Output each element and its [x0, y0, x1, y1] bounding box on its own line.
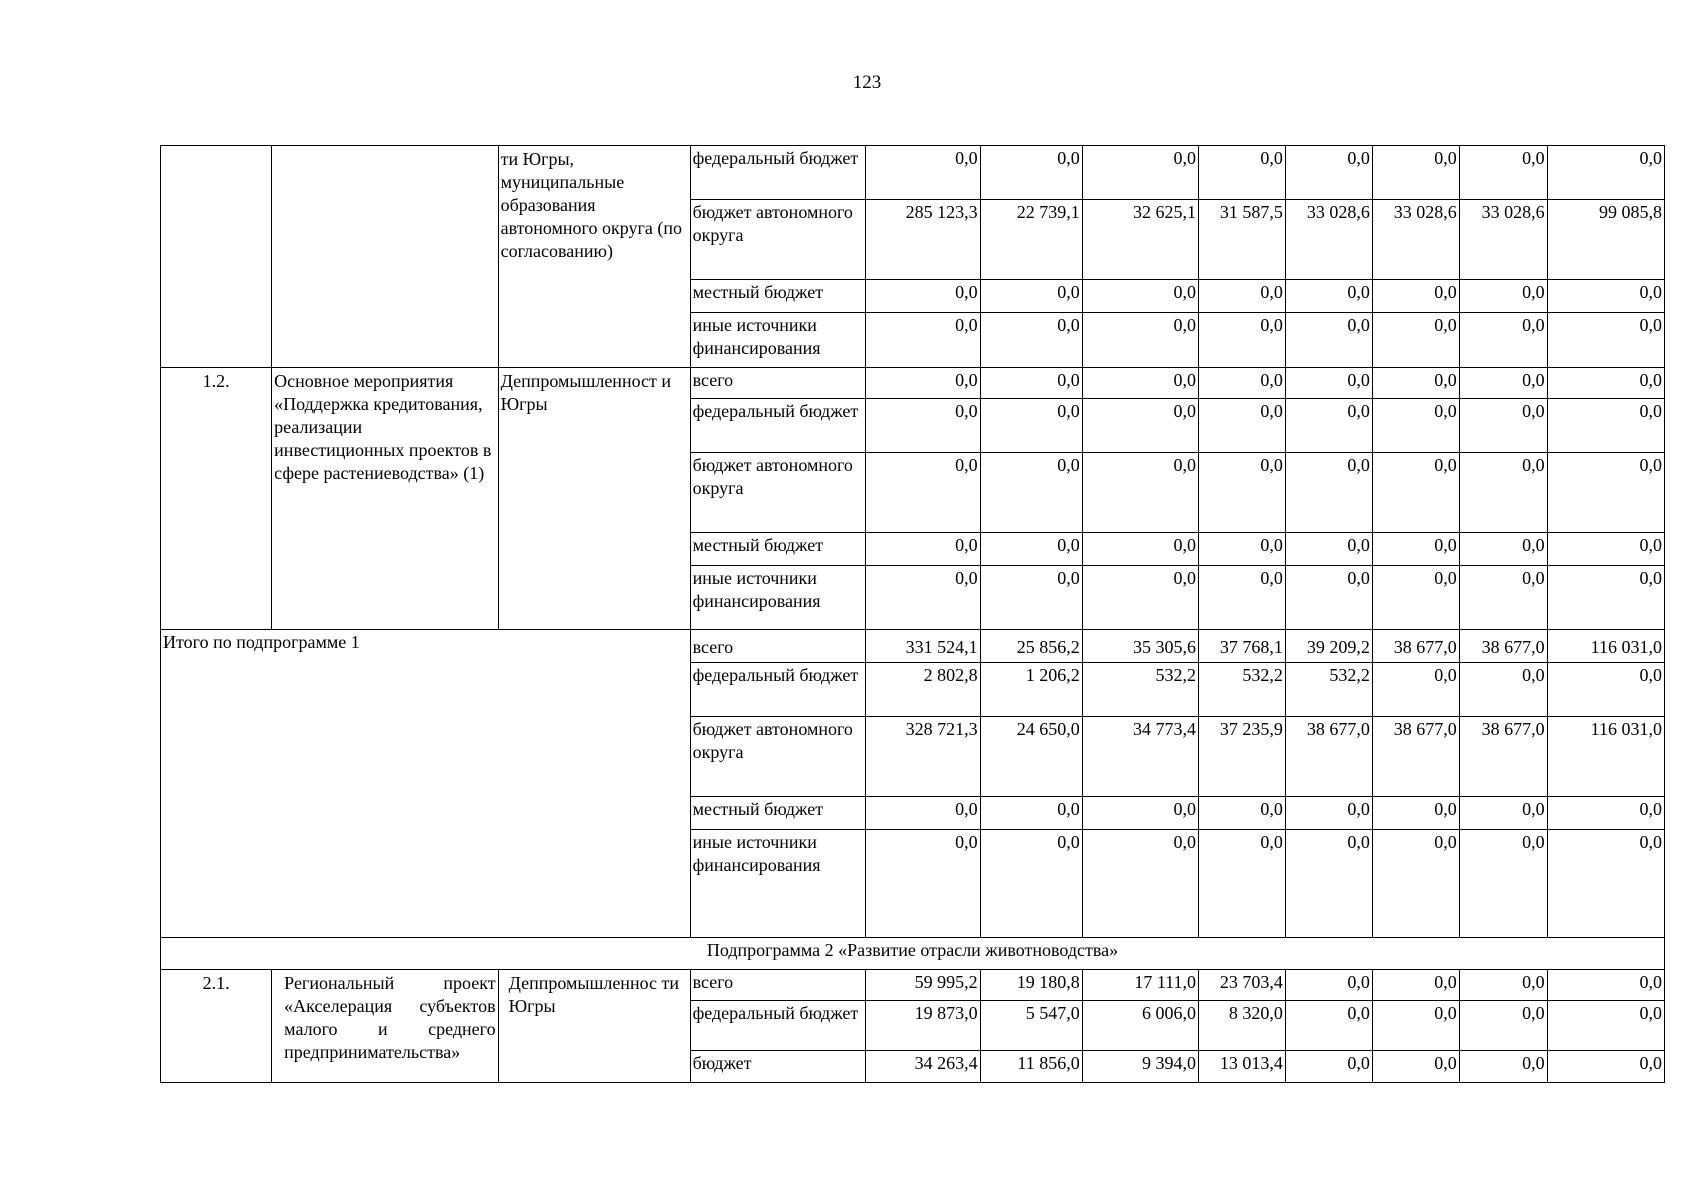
value-cell: 0,0 [1459, 313, 1547, 368]
value-cell: 0,0 [1372, 368, 1459, 399]
value-cell: 0,0 [1285, 1001, 1372, 1051]
value-cell: 0,0 [1547, 146, 1664, 200]
value-cell: 0,0 [1285, 280, 1372, 313]
value-cell: 532,2 [1285, 663, 1372, 717]
value-cell: 0,0 [1459, 368, 1547, 399]
value-cell: 19 180,8 [980, 970, 1082, 1001]
value-cell: 0,0 [1082, 797, 1198, 830]
value-cell: 0,0 [1082, 453, 1198, 533]
value-cell: 0,0 [980, 533, 1082, 566]
value-cell: 0,0 [1547, 1001, 1664, 1051]
value-cell: 0,0 [1547, 970, 1664, 1001]
value-cell: 38 677,0 [1372, 630, 1459, 663]
value-cell: 13 013,4 [1198, 1051, 1285, 1083]
value-cell: 0,0 [1547, 797, 1664, 830]
value-cell: 0,0 [866, 399, 980, 453]
value-cell: 0,0 [1198, 280, 1285, 313]
value-cell: 0,0 [1198, 453, 1285, 533]
activity-cell: Основное мероприятия «Поддержка кредитования, реализации инвестиционных проектов в сфере растениеводства» (1) [272, 368, 498, 630]
value-cell: 5 547,0 [980, 1001, 1082, 1051]
table-row [161, 146, 1665, 200]
value-cell: 0,0 [866, 566, 980, 630]
source-cell: бюджет [690, 1051, 866, 1083]
value-cell: 8 320,0 [1198, 1001, 1285, 1051]
index-cell: 2.1. [161, 970, 272, 1083]
value-cell: 0,0 [1459, 830, 1547, 938]
value-cell: 6 006,0 [1082, 1001, 1198, 1051]
source-cell: местный бюджет [690, 533, 866, 566]
value-cell: 34 263,4 [866, 1051, 980, 1083]
value-cell: 0,0 [1459, 1001, 1547, 1051]
value-cell: 0,0 [866, 280, 980, 313]
value-cell: 0,0 [1372, 970, 1459, 1001]
value-cell: 0,0 [1372, 453, 1459, 533]
page-number: 123 [852, 72, 882, 93]
value-cell: 38 677,0 [1459, 717, 1547, 797]
total-label-cell: Итого по подпрограмме 1 [161, 630, 691, 938]
value-cell: 0,0 [1082, 280, 1198, 313]
value-cell: 0,0 [1285, 368, 1372, 399]
value-cell: 2 802,8 [866, 663, 980, 717]
executor-cell: Деппромышленност и Югры [498, 368, 690, 630]
value-cell: 0,0 [1459, 399, 1547, 453]
source-cell: местный бюджет [690, 797, 866, 830]
value-cell: 331 524,1 [866, 630, 980, 663]
value-cell: 0,0 [980, 146, 1082, 200]
value-cell: 32 625,1 [1082, 200, 1198, 280]
value-cell: 0,0 [1547, 368, 1664, 399]
value-cell: 0,0 [1459, 533, 1547, 566]
value-cell: 0,0 [1285, 313, 1372, 368]
value-cell: 0,0 [1547, 663, 1664, 717]
value-cell: 532,2 [1082, 663, 1198, 717]
value-cell: 38 677,0 [1372, 717, 1459, 797]
budget-table [160, 145, 1665, 1083]
value-cell: 0,0 [1285, 399, 1372, 453]
source-cell: иные источники финансирования [690, 313, 866, 368]
value-cell: 0,0 [1198, 797, 1285, 830]
value-cell: 0,0 [1372, 280, 1459, 313]
value-cell: 0,0 [1547, 1051, 1664, 1083]
source-cell: федеральный бюджет [690, 1001, 866, 1051]
value-cell: 33 028,6 [1285, 200, 1372, 280]
value-cell: 0,0 [1082, 399, 1198, 453]
value-cell: 0,0 [1547, 399, 1664, 453]
value-cell: 0,0 [1198, 146, 1285, 200]
value-cell: 11 856,0 [980, 1051, 1082, 1083]
value-cell: 0,0 [1285, 797, 1372, 830]
value-cell: 99 085,8 [1547, 200, 1664, 280]
value-cell: 31 587,5 [1198, 200, 1285, 280]
table-row [161, 938, 1665, 970]
value-cell: 0,0 [1547, 533, 1664, 566]
value-cell: 0,0 [1459, 970, 1547, 1001]
value-cell: 34 773,4 [1082, 717, 1198, 797]
value-cell: 39 209,2 [1285, 630, 1372, 663]
value-cell: 0,0 [1285, 533, 1372, 566]
value-cell: 0,0 [1547, 453, 1664, 533]
source-cell: бюджет автономного округа [690, 453, 866, 533]
value-cell: 328 721,3 [866, 717, 980, 797]
value-cell: 1 206,2 [980, 663, 1082, 717]
source-cell: бюджет автономного округа [690, 717, 866, 797]
value-cell: 33 028,6 [1372, 200, 1459, 280]
value-cell: 0,0 [866, 830, 980, 938]
value-cell: 0,0 [1459, 566, 1547, 630]
value-cell: 0,0 [980, 280, 1082, 313]
source-cell: федеральный бюджет [690, 399, 866, 453]
source-cell: федеральный бюджет [690, 146, 866, 200]
value-cell: 0,0 [1285, 1051, 1372, 1083]
value-cell: 0,0 [1547, 830, 1664, 938]
value-cell: 0,0 [980, 830, 1082, 938]
value-cell: 0,0 [1372, 533, 1459, 566]
value-cell: 0,0 [1372, 1001, 1459, 1051]
value-cell: 38 677,0 [1285, 717, 1372, 797]
index-cell [161, 146, 272, 368]
value-cell: 0,0 [1459, 663, 1547, 717]
value-cell: 23 703,4 [1198, 970, 1285, 1001]
value-cell: 0,0 [1082, 368, 1198, 399]
value-cell: 532,2 [1198, 663, 1285, 717]
source-cell: всего [690, 970, 866, 1001]
value-cell: 0,0 [1372, 313, 1459, 368]
value-cell: 0,0 [1082, 566, 1198, 630]
value-cell: 0,0 [1547, 280, 1664, 313]
table-row [161, 970, 1665, 1001]
value-cell: 0,0 [1372, 830, 1459, 938]
value-cell: 0,0 [980, 566, 1082, 630]
activity-cell [272, 146, 498, 368]
value-cell: 0,0 [980, 368, 1082, 399]
value-cell: 0,0 [1198, 830, 1285, 938]
value-cell: 0,0 [1285, 970, 1372, 1001]
value-cell: 0,0 [1082, 313, 1198, 368]
value-cell: 116 031,0 [1547, 717, 1664, 797]
source-cell: бюджет автономного округа [690, 200, 866, 280]
value-cell: 0,0 [1198, 399, 1285, 453]
value-cell: 0,0 [980, 313, 1082, 368]
value-cell: 0,0 [866, 146, 980, 200]
value-cell: 0,0 [1459, 1051, 1547, 1083]
value-cell: 0,0 [1198, 566, 1285, 630]
value-cell: 59 995,2 [866, 970, 980, 1001]
value-cell: 285 123,3 [866, 200, 980, 280]
value-cell: 116 031,0 [1547, 630, 1664, 663]
value-cell: 0,0 [1372, 146, 1459, 200]
value-cell: 0,0 [1372, 1051, 1459, 1083]
value-cell: 33 028,6 [1459, 200, 1547, 280]
value-cell: 0,0 [1285, 566, 1372, 630]
value-cell: 0,0 [1459, 280, 1547, 313]
value-cell: 0,0 [866, 313, 980, 368]
value-cell: 0,0 [980, 399, 1082, 453]
value-cell: 17 111,0 [1082, 970, 1198, 1001]
value-cell: 0,0 [980, 797, 1082, 830]
value-cell: 0,0 [1082, 146, 1198, 200]
value-cell: 0,0 [866, 533, 980, 566]
table-row [161, 368, 1665, 399]
source-cell: иные источники финансирования [690, 566, 866, 630]
value-cell: 0,0 [1372, 399, 1459, 453]
source-cell: всего [690, 368, 866, 399]
value-cell: 19 873,0 [866, 1001, 980, 1051]
section-title: Подпрограмма 2 «Развитие отрасли животноводства» [161, 938, 1665, 970]
value-cell: 24 650,0 [980, 717, 1082, 797]
table-row [161, 630, 1665, 663]
source-cell: местный бюджет [690, 280, 866, 313]
value-cell: 0,0 [1198, 313, 1285, 368]
value-cell: 0,0 [1547, 313, 1664, 368]
activity-cell: Региональный проект «Акселерация субъектов малого и среднего предпринимательства» [272, 970, 498, 1083]
value-cell: 35 305,6 [1082, 630, 1198, 663]
value-cell: 0,0 [1459, 797, 1547, 830]
value-cell: 37 768,1 [1198, 630, 1285, 663]
executor-cell: ти Югры, муниципальные образования автономного округа (по согласованию) [498, 146, 690, 368]
value-cell: 0,0 [980, 453, 1082, 533]
value-cell: 0,0 [1459, 453, 1547, 533]
executor-cell: Деппромышленнос ти Югры [498, 970, 690, 1083]
value-cell: 0,0 [1198, 533, 1285, 566]
value-cell: 25 856,2 [980, 630, 1082, 663]
value-cell: 38 677,0 [1459, 630, 1547, 663]
value-cell: 0,0 [1372, 663, 1459, 717]
value-cell: 0,0 [1082, 533, 1198, 566]
value-cell: 0,0 [1285, 830, 1372, 938]
value-cell: 9 394,0 [1082, 1051, 1198, 1083]
value-cell: 0,0 [1372, 797, 1459, 830]
value-cell: 0,0 [866, 797, 980, 830]
value-cell: 0,0 [1285, 146, 1372, 200]
source-cell: федеральный бюджет [690, 663, 866, 717]
value-cell: 0,0 [1459, 146, 1547, 200]
value-cell: 0,0 [1285, 453, 1372, 533]
source-cell: всего [690, 630, 866, 663]
value-cell: 22 739,1 [980, 200, 1082, 280]
value-cell: 0,0 [1372, 566, 1459, 630]
index-cell: 1.2. [161, 368, 272, 630]
value-cell: 0,0 [1547, 566, 1664, 630]
value-cell: 0,0 [866, 368, 980, 399]
source-cell: иные источники финансирования [690, 830, 866, 938]
value-cell: 0,0 [866, 453, 980, 533]
value-cell: 0,0 [1082, 830, 1198, 938]
value-cell: 37 235,9 [1198, 717, 1285, 797]
value-cell: 0,0 [1198, 368, 1285, 399]
